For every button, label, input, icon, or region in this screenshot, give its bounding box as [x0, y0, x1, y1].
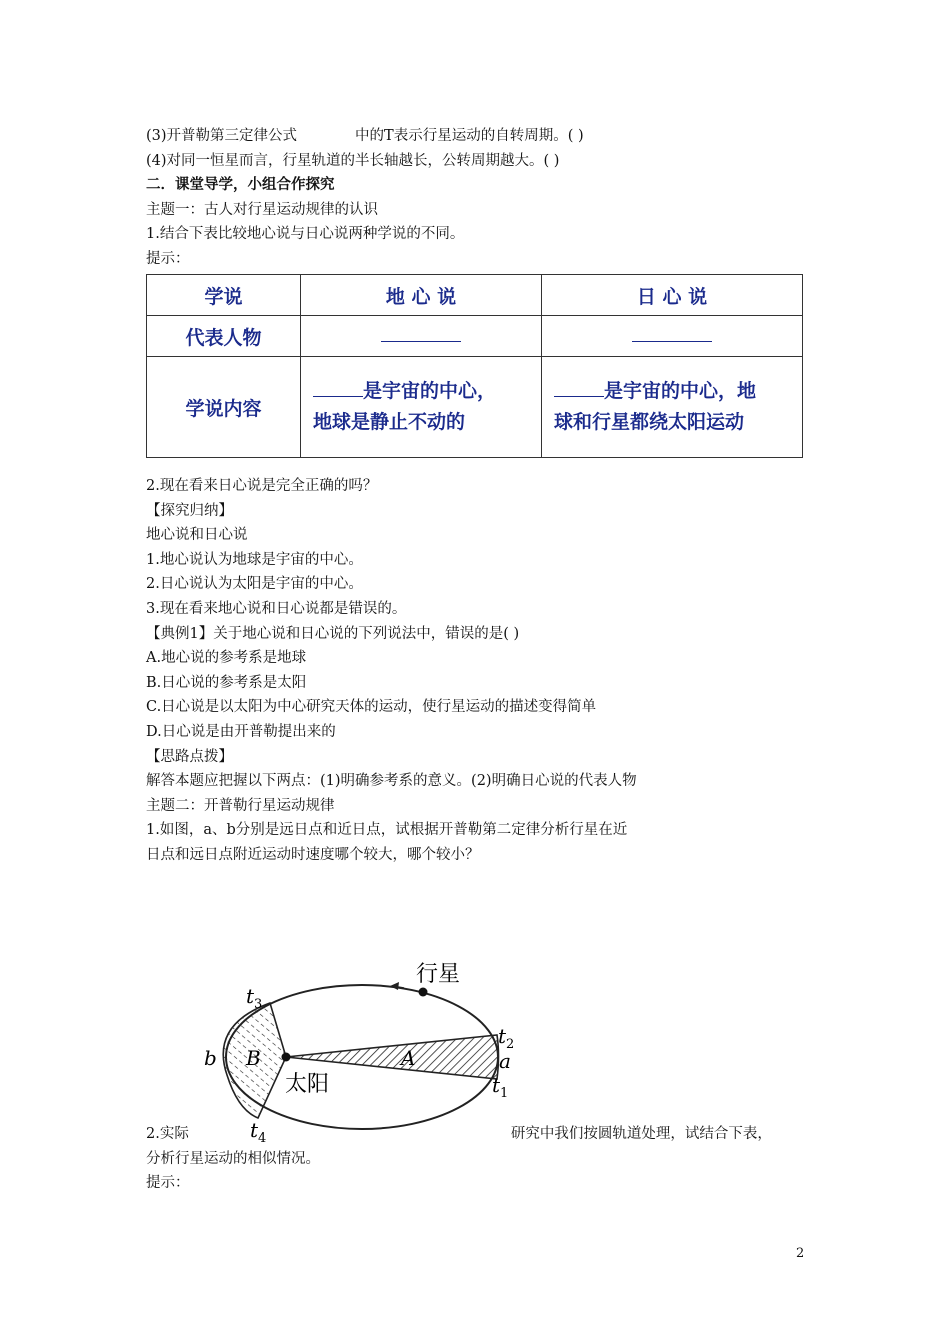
hint-1: 提示： [146, 250, 190, 267]
page-number: 2 [796, 1246, 805, 1261]
sun-dot [282, 1053, 291, 1062]
text-line: 2.现在看来日心说是完全正确的吗？ [146, 478, 378, 494]
text-line: 3.现在看来地心说和日心说都是错误的。 [146, 600, 407, 617]
t1-label: $t_1$ [492, 1073, 509, 1101]
text-line: 【探究归纳】 [146, 502, 233, 519]
question-4: (4)对同一恒星而言，行星轨道的半长轴越长，公转周期越大。( ) [146, 152, 560, 169]
text-line: 解答本题应把握以下两点：(1)明确参考系的意义。(2)明确日心说的代表人物 [146, 773, 637, 790]
helio-content-line2: 球和行星都绕太阳运动 [554, 411, 745, 433]
t2-label: $t_2$ [498, 1024, 515, 1052]
question-3-text: (3)开普勒第三定律公式 [146, 128, 298, 144]
point-a-label: a [499, 1049, 511, 1073]
orbit-diagram [200, 955, 530, 1145]
fill-blank [313, 382, 363, 397]
topic-1: 主题一：古人对行星运动规律的认识 [146, 201, 378, 218]
geo-content [301, 357, 542, 458]
planet-label: 行星 [416, 962, 461, 987]
tail-block [146, 1122, 808, 1196]
text-line: 【典例1】关于地心说和日心说的下列说法中，错误的是( ) [146, 625, 520, 642]
geo-content-line2: 地球是静止不动的 [313, 411, 466, 433]
point-b-label: b [204, 1046, 217, 1070]
tail-line-3: 提示： [146, 1175, 190, 1192]
intro-block [146, 124, 808, 272]
tail-line-1-start: 2.实际 [146, 1126, 189, 1142]
text-line: B.日心说的参考系是太阳 [146, 674, 307, 691]
text-line: 【思路点拨】 [146, 748, 233, 765]
tail-line-2: 分析行星运动的相似情况。 [146, 1150, 320, 1167]
helio-content [542, 357, 803, 458]
label-representative: 代表人物 [147, 316, 301, 357]
tail-line-1-end: 研究中我们按圆轨道处理，试结合下表， [510, 1126, 772, 1142]
geo-content-line1: 是宇宙的中心， [363, 380, 497, 402]
text-line: 日点和远日点附近运动时速度哪个较大，哪个较小？ [146, 846, 480, 863]
table-row-people [147, 316, 803, 357]
planet-dot [419, 988, 428, 997]
text-line: 1.如图，a、b分别是远日点和近日点，试根据开普勒第二定律分析行星在近 [146, 822, 628, 839]
section-2-block [146, 474, 808, 868]
fill-blank [554, 382, 604, 397]
header-theory: 学说 [147, 275, 301, 316]
label-content: 学说内容 [147, 357, 301, 458]
task-1: 1.结合下表比较地心说与日心说两种学说的不同。 [146, 226, 465, 243]
text-line: 主题二：开普勒行星运动规律 [146, 797, 335, 814]
text-line: 1.地心说认为地球是宇宙的中心。 [146, 551, 363, 568]
header-geocentric: 地 心 说 [301, 275, 542, 316]
fill-blank [632, 329, 712, 342]
question-3-tail: 中的T表示行星运动的自转周期。( ) [355, 128, 584, 144]
area-b-label: B [246, 1046, 261, 1070]
area-a-label: A [401, 1046, 416, 1070]
comparison-table [146, 274, 803, 458]
geo-person-blank [301, 316, 542, 357]
helio-content-line1: 是宇宙的中心，地 [604, 380, 757, 402]
header-heliocentric: 日 心 说 [542, 275, 803, 316]
t4-label: $t_4$ [250, 1118, 267, 1145]
t3-label: $t_3$ [246, 984, 263, 1012]
helio-person-blank [542, 316, 803, 357]
text-line: C.日心说是以太阳为中心研究天体的运动，使行星运动的描述变得简单 [146, 699, 597, 716]
fill-blank [381, 329, 461, 342]
direction-arrow-icon [390, 982, 399, 990]
section-title: 二．课堂导学，小组合作探究 [146, 176, 335, 194]
table-row-content [147, 357, 803, 458]
text-line: 2.日心说认为太阳是宇宙的中心。 [146, 576, 363, 593]
text-line: 地心说和日心说 [146, 527, 248, 544]
text-line: A.地心说的参考系是地球 [146, 650, 307, 667]
table-header-row [147, 275, 803, 316]
sun-label: 太阳 [285, 1072, 330, 1097]
text-line: D.日心说是由开普勒提出来的 [146, 723, 336, 740]
question-3 [146, 124, 808, 149]
tail-line-1 [146, 1122, 808, 1147]
